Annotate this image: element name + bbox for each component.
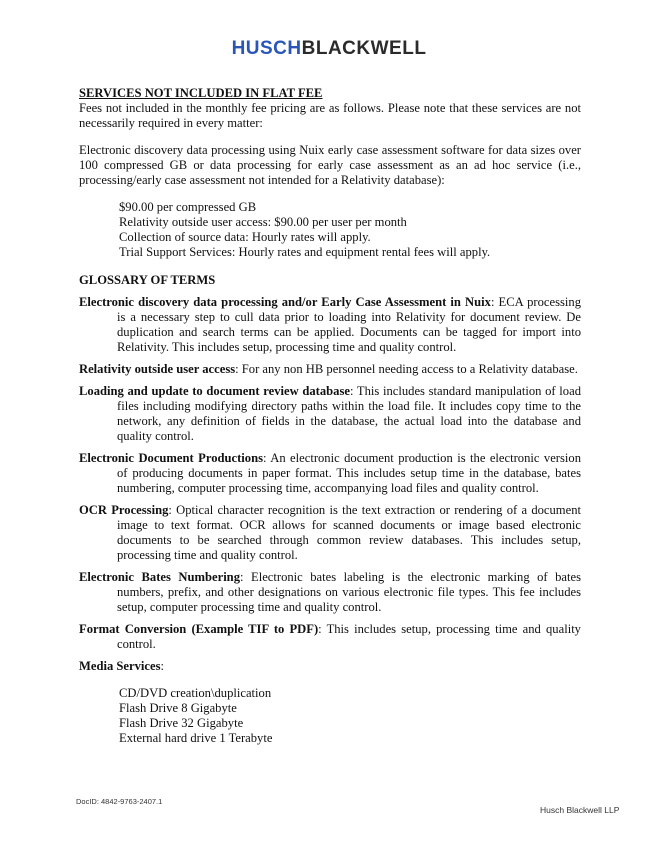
fee-list bbox=[119, 200, 581, 260]
term-name: Electronic discovery data processing and/or Early Case Assessment in Nuix bbox=[79, 295, 491, 309]
glossary-term bbox=[79, 362, 581, 377]
fee-item: Trial Support Services: Hourly rates and equipment rental fees will apply. bbox=[119, 245, 491, 259]
term-name: Format Conversion (Example TIF to PDF) bbox=[79, 622, 319, 636]
glossary-heading: GLOSSARY OF TERMS bbox=[79, 273, 216, 287]
doc-id: DocID: 4842-9763-2407.1 bbox=[76, 797, 163, 806]
glossary-term bbox=[79, 622, 581, 652]
media-item: Flash Drive 8 Gigabyte bbox=[119, 701, 237, 715]
glossary-term bbox=[79, 570, 581, 615]
description-paragraph: Electronic discovery data processing using Nuix early case assessment software for data sizes over 100 compressed GB or data processing for early case assessment as an ad hoc service (i.e., processing/early case assessment not intended for a Relativity database): bbox=[79, 143, 581, 187]
fee-item: Collection of source data: Hourly rates will apply. bbox=[119, 230, 371, 244]
term-name: Media Services bbox=[79, 659, 161, 673]
section-heading: SERVICES NOT INCLUDED IN FLAT FEE bbox=[79, 86, 323, 100]
logo-blackwell: BLACKWELL bbox=[301, 38, 427, 59]
term-name: Electronic Document Productions bbox=[79, 451, 263, 465]
term-definition: : Optical character recognition is the text extraction or rendering of a document image to text format. OCR allows for scanned documents or image based electronic documents to be searched through common review databases. This includes setup, processing time and quality control. bbox=[117, 503, 581, 562]
term-definition: : An electronic document production is the electronic version of producing documents in paper format. This includes setup time in the database, bates numbering, computer processing time, accompanying load files and quality control. bbox=[117, 451, 581, 495]
term-definition: : This includes setup, processing time and quality control. bbox=[117, 622, 581, 651]
intro-paragraph: Fees not included in the monthly fee pricing are as follows. Please note that these services are not necessarily required in every matter: bbox=[79, 101, 581, 130]
glossary-term bbox=[79, 503, 581, 563]
media-list bbox=[119, 686, 581, 746]
glossary-term bbox=[79, 451, 581, 496]
term-name: Relativity outside user access bbox=[79, 362, 236, 376]
term-name: Loading and update to document review database bbox=[79, 384, 350, 398]
term-definition: : bbox=[160, 659, 164, 673]
logo-husch: HUSCH bbox=[231, 38, 302, 59]
fee-item: Relativity outside user access: $90.00 per user per month bbox=[119, 215, 407, 229]
term-definition: : This includes standard manipulation of load files including modifying directory paths within the load file. It includes copy time to the network, any definition of fields in the database, the actual load into the database and quality control. bbox=[117, 384, 581, 443]
glossary-term bbox=[79, 295, 581, 355]
fee-item: $90.00 per compressed GB bbox=[119, 200, 257, 214]
glossary-term bbox=[79, 384, 581, 444]
media-item: External hard drive 1 Terabyte bbox=[119, 731, 273, 745]
term-definition: : For any non HB personnel needing access to a Relativity database. bbox=[235, 362, 578, 376]
media-item: Flash Drive 32 Gigabyte bbox=[119, 716, 244, 730]
term-name: Electronic Bates Numbering bbox=[79, 570, 240, 584]
media-item: CD/DVD creation\duplication bbox=[119, 686, 272, 700]
glossary-term bbox=[79, 659, 581, 674]
firm-logo bbox=[0, 38, 658, 60]
term-name: OCR Processing bbox=[79, 503, 169, 517]
footer-firm-name: Husch Blackwell LLP bbox=[540, 805, 620, 815]
term-definition: : ECA processing is a necessary step to cull data prior to loading into Relativity for document review. De duplication and search terms can be applied. Documents can be tagged for import into Relativity. This includes setup, processing time and quality control. bbox=[117, 295, 581, 354]
document-body bbox=[79, 86, 581, 746]
term-definition: : Electronic bates labeling is the electronic marking of bates numbers, prefix, and other designations on various electronic file types. This fee includes setup, computer processing time and quality control. bbox=[117, 570, 581, 614]
